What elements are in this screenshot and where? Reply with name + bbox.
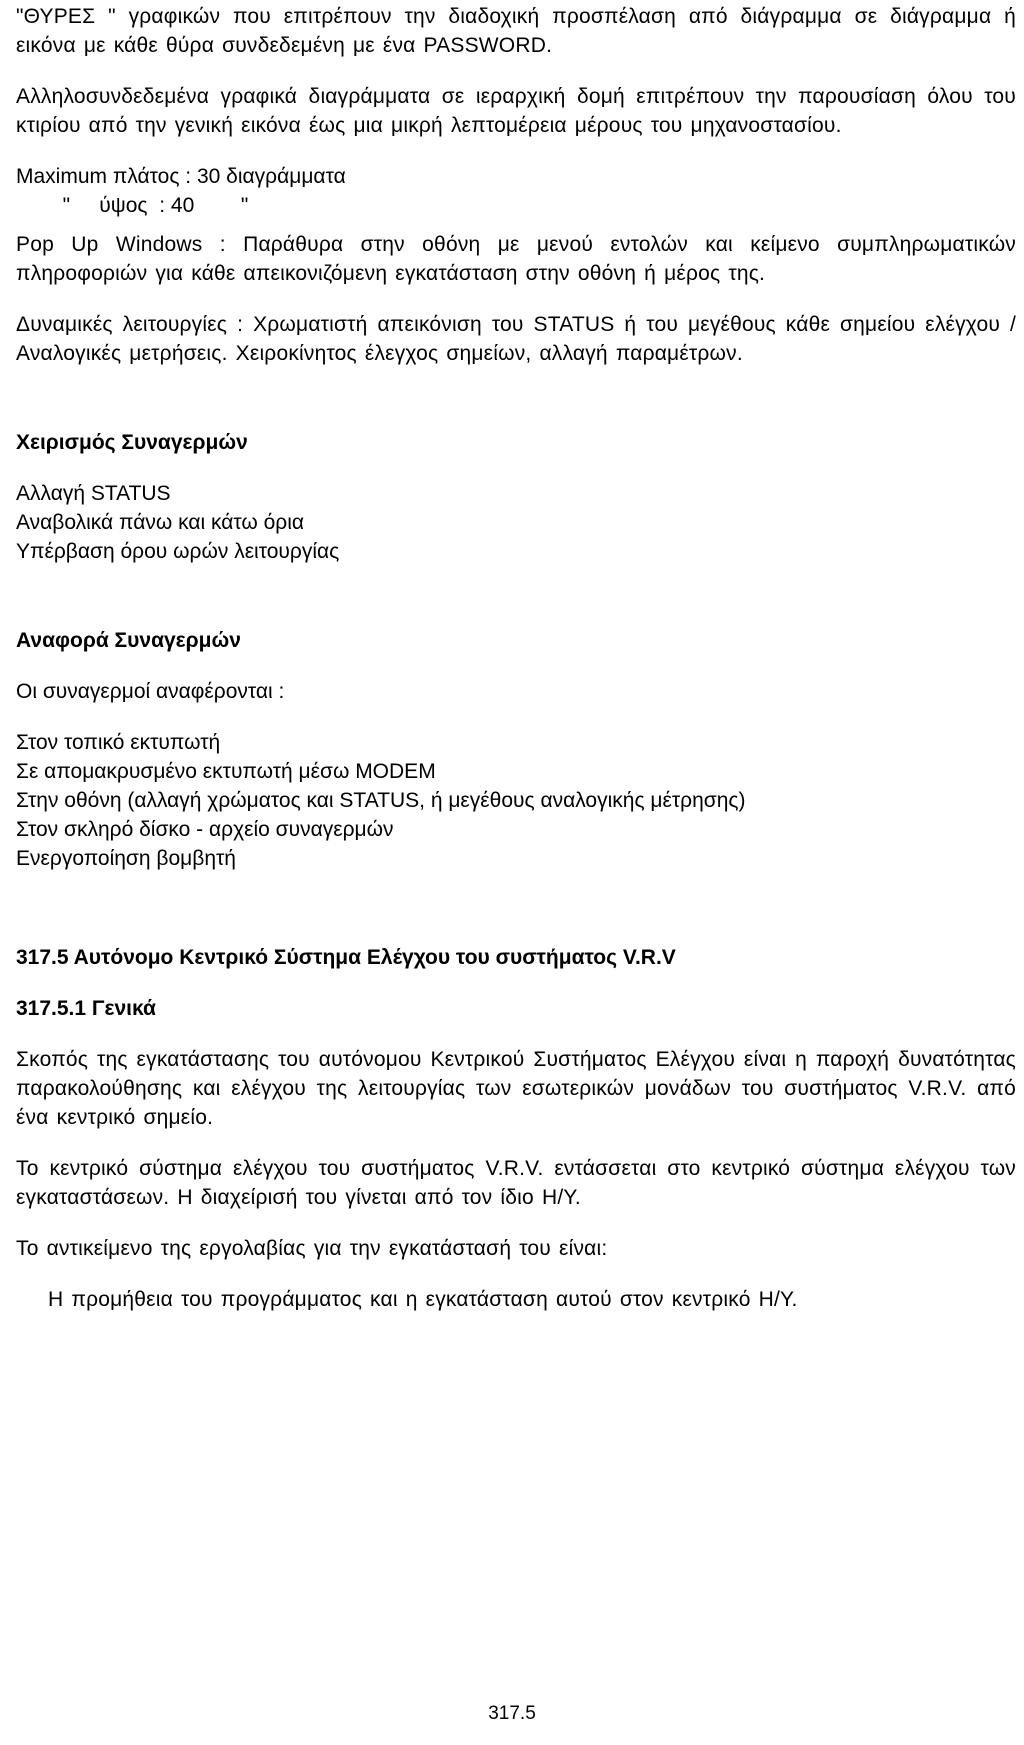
supply-installation-paragraph: Η προμήθεια του προγράμματος και η εγκατάσταση αυτού στον κεντρικό Η/Υ. <box>48 1288 798 1311</box>
graphics-doors-paragraph: "ΘΥΡΕΣ " γραφικών που επιτρέπουν την διαδοχική προσπέλαση από διάγραμμα σε διάγραμμα ή εικόνα με κάθε θύρα συνδεδεμένη με ένα PASSWORD. <box>16 5 1016 57</box>
dynamic-functions-paragraph: Δυναμικές λειτουργίες : Χρωματιστή απεικόνιση του STATUS ή του μεγέθους κάθε σημείου ελέγχου / Αναλογικές μετρήσεις. Χειροκίνητος έλεγχος σημείων, αλλαγή παραμέτρων. <box>16 313 1016 365</box>
max-width-line: Maximum πλάτος : 30 διαγράμματα <box>16 165 346 188</box>
hierarchical-diagrams-paragraph: Αλληλοσυνδεδεμένα γραφικά διαγράμματα σε ιεραρχική δομή επιτρέπουν την παρουσίαση όλου του κτιρίου από την γενική εικόνα έως μια μικρή λεπτομέρεια μέρους του μηχανοστασίου. <box>16 85 1016 137</box>
list-item: Αναβολικά πάνω και κάτω όρια <box>16 511 305 534</box>
list-item: Ενεργοποίηση βομβητή <box>16 847 236 870</box>
list-item: Στον τοπικό εκτυπωτή <box>16 731 221 754</box>
section-heading: 317.5 Αυτόνομο Κεντρικό Σύστημα Ελέγχου του συστήματος V.R.V <box>16 946 676 969</box>
list-item: Αλλαγή STATUS <box>16 482 171 505</box>
integration-paragraph: Το κεντρικό σύστημα ελέγχου του συστήματος V.R.V. εντάσσεται στο κεντρικό σύστημα ελέγχου των εγκαταστάσεων. Η διαχείρισή του γίνεται από τον ίδιο Η/Υ. <box>16 1157 1016 1209</box>
alarm-report-list <box>16 728 1016 873</box>
alarm-report-intro: Οι συναγερμοί αναφέρονται : <box>16 680 285 703</box>
max-height-line: " ύψος : 40 " <box>16 194 249 217</box>
purpose-paragraph: Σκοπός της εγκατάστασης του αυτόνομου Κεντρικού Συστήματος Ελέγχου είναι η παροχή δυνατότητας παρακολούθησης και ελέγχου της λειτουργίας των εσωτερικών μονάδων του συστήματος V.R.V. από ένα κεντρικό σημείο. <box>16 1048 1016 1129</box>
list-item: Στον σκληρό δίσκο - αρχείο συναγερμών <box>16 818 394 841</box>
list-item: Σε απομακρυσμένο εκτυπωτή μέσω MODEM <box>16 760 436 783</box>
list-item: Υπέρβαση όρου ωρών λειτουργίας <box>16 540 340 563</box>
alarm-handling-list <box>16 479 1016 566</box>
alarm-handling-heading: Χειρισμός Συναγερμών <box>16 431 248 454</box>
contract-scope-paragraph: Το αντικείμενο της εργολαβίας για την εγκατάστασή του είναι: <box>16 1237 608 1260</box>
popup-windows-paragraph: Pop Up Windows : Παράθυρα στην οθόνη με μενού εντολών και κείμενο συμπληρωματικών πληροφοριών για κάθε απεικονιζόμενη εγκατάσταση στην οθόνη ή μέρος της. <box>16 233 1016 285</box>
document-page <box>16 0 1016 1314</box>
alarm-report-heading: Αναφορά Συναγερμών <box>16 629 241 652</box>
page-number: 317.5 <box>488 1703 536 1724</box>
list-item: Στην οθόνη (αλλαγή χρώματος και STATUS, ή μεγέθους αναλογικής μέτρησης) <box>16 789 746 812</box>
section-subheading: 317.5.1 Γενικά <box>16 997 156 1020</box>
